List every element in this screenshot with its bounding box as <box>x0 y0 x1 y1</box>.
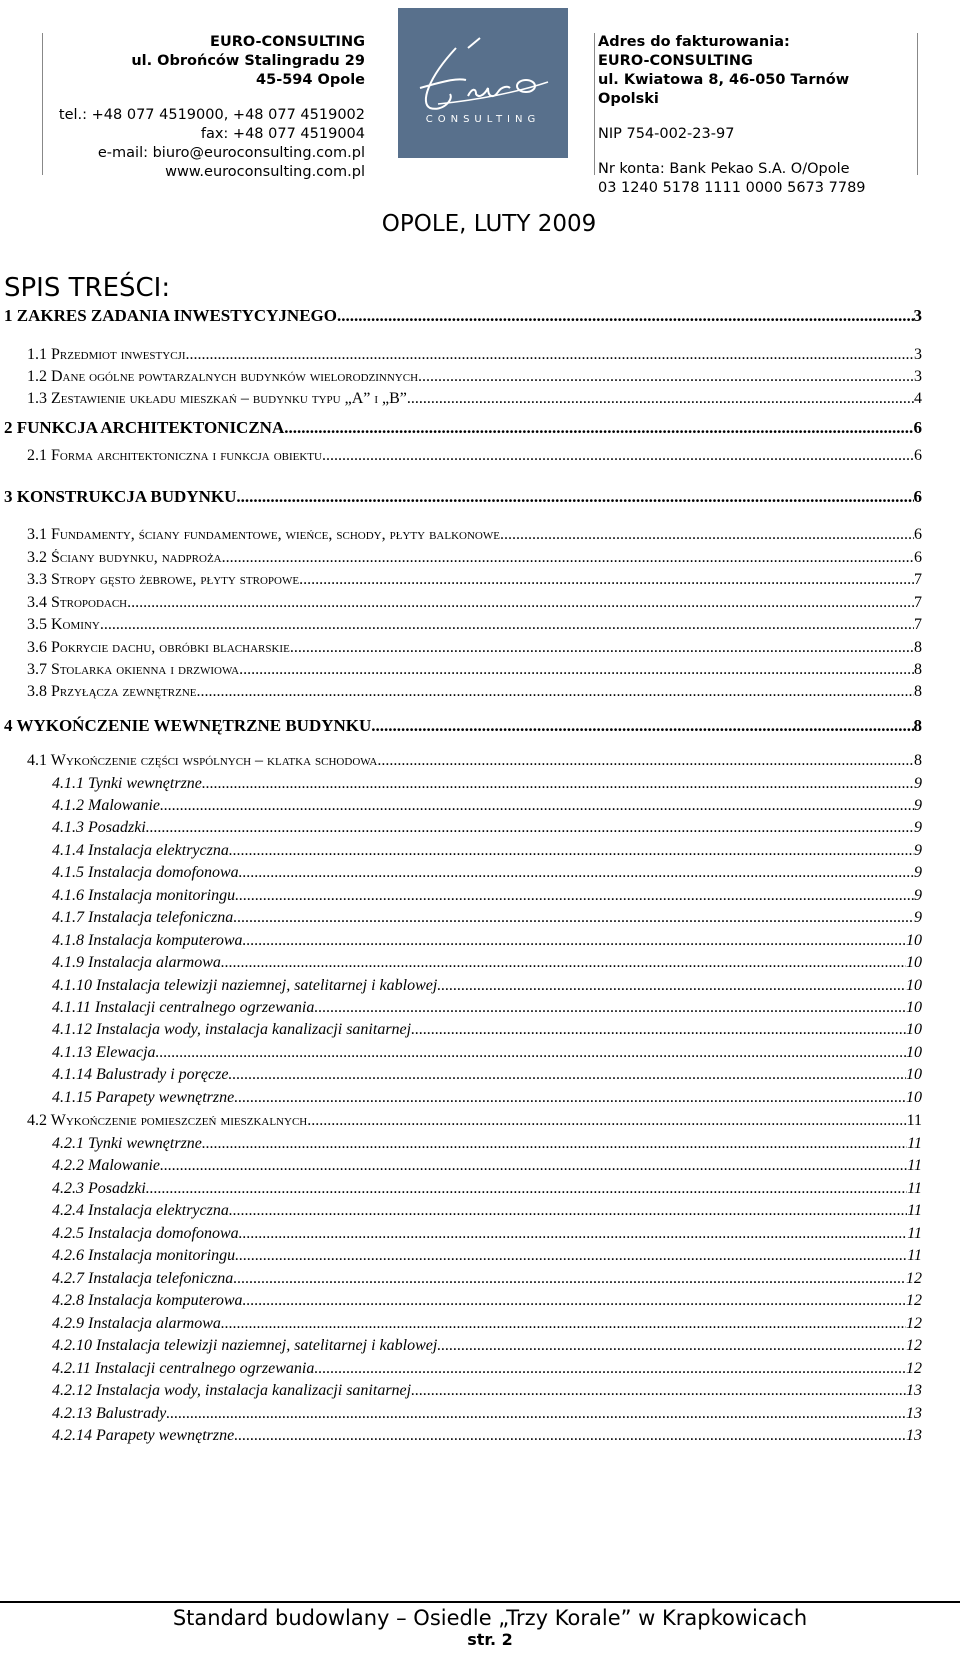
toc-dot-leader <box>371 716 913 736</box>
toc-entry-page: 11 <box>907 1202 922 1219</box>
toc-entry[interactable] <box>52 977 922 995</box>
invoice-street: ul. Kwiatowa 8, 46-050 Tarnów Opolski <box>598 72 850 107</box>
toc-entry[interactable] <box>52 1292 922 1310</box>
toc-entry-title: 4.2.12 Instalacja wody, instalacja kanalizacji sanitarnej <box>52 1382 412 1399</box>
toc-entry-title: 4.2.1 Tynki wewnętrzne <box>52 1135 202 1152</box>
toc-entry-page: 10 <box>906 1089 922 1106</box>
toc-entry-page: 10 <box>906 932 922 949</box>
toc-entry[interactable] <box>52 1202 922 1220</box>
toc-dot-leader <box>235 887 914 905</box>
toc-entry-page: 6 <box>913 418 922 437</box>
logo-wordmark-icon <box>398 8 568 158</box>
toc-dot-leader <box>156 1044 906 1062</box>
toc-entry-title: 3.1 Fundamenty, ściany fundamentowe, wieńce, schody, płyty balkonowe <box>27 526 500 543</box>
toc-dot-leader <box>337 306 914 326</box>
toc-entry-title: 4.2 Wykończenie pomieszczeń mieszkalnych <box>27 1112 308 1129</box>
logo-subtext: CONSULTING <box>425 114 541 125</box>
toc-entry-title: 4.2.13 Balustrady <box>52 1405 167 1422</box>
toc-entry[interactable] <box>27 390 922 408</box>
toc-entry[interactable] <box>52 819 922 837</box>
invoice-address-block <box>598 33 898 198</box>
toc-entry-title: 1 ZAKRES ZADANIA INWESTYCYJNEGO <box>4 306 337 325</box>
toc-dot-leader <box>437 977 906 995</box>
toc-dot-leader <box>127 594 914 612</box>
toc-entry-title: 2 FUNKCJA ARCHITEKTONICZNA <box>4 418 285 437</box>
toc-dot-leader <box>236 487 913 507</box>
toc-entry-page: 13 <box>906 1382 922 1399</box>
toc-entry-title: 1.3 Zestawienie układu mieszkań – budynku typu „A” i „B” <box>27 390 407 407</box>
toc-dot-leader <box>411 1382 906 1400</box>
toc-entry-page: 11 <box>907 1225 922 1242</box>
toc-entry[interactable] <box>27 683 922 701</box>
header-divider-far-right <box>917 33 918 175</box>
toc-entry-page: 9 <box>914 797 922 814</box>
toc-entry[interactable] <box>27 447 922 465</box>
toc-entry-title: 4.2.3 Posadzki <box>52 1180 146 1197</box>
toc-entry[interactable] <box>27 661 922 679</box>
toc-entry-page: 10 <box>906 977 922 994</box>
toc-entry[interactable] <box>52 1225 922 1243</box>
toc-entry-title: 3.3 Stropy gęsto żebrowe, płyty stropowe <box>27 571 300 588</box>
toc-entry[interactable] <box>27 594 922 612</box>
toc-dot-leader <box>100 616 914 634</box>
toc-entry-page: 11 <box>907 1180 922 1197</box>
invoice-nip: NIP 754-002-23-97 <box>598 126 735 142</box>
toc-entry[interactable] <box>52 932 922 950</box>
toc-entry[interactable] <box>52 1021 922 1039</box>
invoice-label: Adres do fakturowania: <box>598 34 790 50</box>
toc-entry-title: 4.1.9 Instalacja alarmowa <box>52 954 221 971</box>
toc-entry[interactable] <box>52 1405 922 1423</box>
sender-fax: fax: +48 077 4519004 <box>200 126 365 142</box>
toc-entry-title: 4.1.1 Tynki wewnętrzne <box>52 775 202 792</box>
toc-entry-page: 10 <box>906 999 922 1016</box>
dateline: OPOLE, LUTY 2009 <box>381 211 597 237</box>
toc-entry-page: 12 <box>906 1315 922 1332</box>
toc-entry-page: 8 <box>914 752 922 769</box>
toc-entry-page: 13 <box>906 1427 922 1444</box>
toc-dot-leader <box>243 932 907 950</box>
toc-entry-title: 4.1 Wykończenie części wspólnych – klatka schodowa <box>27 752 378 769</box>
toc-entry[interactable] <box>52 864 922 882</box>
toc-dot-leader <box>221 954 906 972</box>
toc-entry-title: 4.1.2 Malowanie <box>52 797 160 814</box>
toc-entry-title: 4 WYKOŃCZENIE WEWNĘTRZNE BUDYNKU <box>4 716 372 735</box>
toc-dot-leader <box>239 864 914 882</box>
toc-dot-leader <box>284 418 913 438</box>
toc-entry-page: 10 <box>906 1066 922 1083</box>
invoice-account-number: 03 1240 5178 1111 0000 5673 7789 <box>598 180 866 196</box>
toc-entry-page: 9 <box>914 775 922 792</box>
toc-dot-leader <box>407 390 914 408</box>
toc-entry-page: 8 <box>914 661 922 678</box>
invoice-account-label: Nr konta: Bank Pekao S.A. O/Opole <box>598 161 850 177</box>
toc-entry-title: 4.1.6 Instalacja monitoringu <box>52 887 236 904</box>
toc-entry-page: 12 <box>906 1270 922 1287</box>
toc-entry-title: 4.1.5 Instalacja domofonowa <box>52 864 239 881</box>
toc-entry-title: 4.2.4 Instalacja elektryczna <box>52 1202 229 1219</box>
toc-entry[interactable] <box>52 954 922 972</box>
toc-dot-leader <box>377 752 914 770</box>
toc-entry[interactable] <box>52 887 922 905</box>
toc-entry-page: 3 <box>914 346 922 363</box>
toc-dot-leader <box>299 571 914 589</box>
toc-entry[interactable] <box>52 1427 922 1445</box>
toc-entry-page: 8 <box>914 683 922 700</box>
toc-dot-leader <box>322 447 914 465</box>
sender-street: ul. Obrońców Stalingradu 29 <box>131 53 365 69</box>
toc-dot-leader <box>229 1202 907 1220</box>
toc-entry[interactable] <box>27 752 922 770</box>
toc-entry-title: 2.1 Forma architektoniczna i funkcja obiektu <box>27 447 322 464</box>
euro-consulting-logo <box>398 8 568 158</box>
sender-city: 45-594 Opole <box>256 72 365 88</box>
toc-entry-page: 11 <box>907 1247 922 1264</box>
toc-entry-title: 4.1.10 Instalacja telewizji naziemnej, satelitarnej i kablowej <box>52 977 438 994</box>
toc-dot-leader <box>234 1089 906 1107</box>
toc-entry-title: 4.2.10 Instalacja telewizji naziemnej, satelitarnej i kablowej <box>52 1337 438 1354</box>
toc-entry[interactable] <box>52 1180 922 1198</box>
toc-dot-leader <box>233 909 914 927</box>
toc-entry[interactable] <box>4 418 922 438</box>
toc-dot-leader <box>411 1021 906 1039</box>
toc-dot-leader <box>234 1427 906 1445</box>
toc-entry-title: 4.2.7 Instalacja telefoniczna <box>52 1270 234 1287</box>
toc-entry-page: 9 <box>914 887 922 904</box>
toc-dot-leader <box>146 819 914 837</box>
toc-dot-leader <box>166 1405 906 1423</box>
toc-entry-title: 3.5 Kominy <box>27 616 100 633</box>
toc-entry[interactable] <box>52 775 922 793</box>
toc-entry[interactable] <box>52 1247 922 1265</box>
toc-entry[interactable] <box>27 616 922 634</box>
sender-company: EURO-CONSULTING <box>210 34 365 50</box>
toc-entry[interactable] <box>52 842 922 860</box>
toc-entry-page: 4 <box>914 390 922 407</box>
toc-entry-title: 4.1.14 Balustrady i poręcze <box>52 1066 229 1083</box>
toc-entry[interactable] <box>52 1382 922 1400</box>
toc-dot-leader <box>160 1157 907 1175</box>
toc-entry-title: 4.2.5 Instalacja domofonowa <box>52 1225 239 1242</box>
toc-dot-leader <box>196 683 914 701</box>
toc-entry-title: 4.1.3 Posadzki <box>52 819 146 836</box>
toc-entry[interactable] <box>52 1270 922 1288</box>
toc-entry-page: 10 <box>906 1044 922 1061</box>
footer-page-number: str. 2 <box>467 1630 513 1649</box>
toc-dot-leader <box>239 661 914 679</box>
toc-entry-title: 4.2.11 Instalacji centralnego ogrzewania <box>52 1360 315 1377</box>
toc-heading: SPIS TREŚCI: <box>4 273 171 303</box>
toc-entry-title: 1.2 Dane ogólne powtarzalnych budynków wielorodzinnych <box>27 368 419 385</box>
toc-dot-leader <box>500 526 914 544</box>
toc-entry[interactable] <box>52 1089 922 1107</box>
toc-entry-title: 4.2.14 Parapety wewnętrzne <box>52 1427 235 1444</box>
toc-entry-page: 9 <box>914 909 922 926</box>
toc-dot-leader <box>235 1247 907 1265</box>
toc-entry[interactable] <box>27 639 922 657</box>
toc-entry[interactable] <box>52 1044 922 1062</box>
toc-dot-leader <box>314 1360 906 1378</box>
toc-entry-title: 4.1.12 Instalacja wody, instalacja kanalizacji sanitarnej <box>52 1021 412 1038</box>
toc-entry-page: 7 <box>914 571 922 588</box>
toc-dot-leader <box>222 549 914 567</box>
toc-entry[interactable] <box>27 549 922 567</box>
toc-entry-title: 4.1.8 Instalacja komputerowa <box>52 932 243 949</box>
toc-entry[interactable] <box>52 909 922 927</box>
toc-entry-page: 3 <box>913 306 922 325</box>
toc-entry[interactable] <box>52 1315 922 1333</box>
toc-entry-page: 7 <box>914 594 922 611</box>
toc-entry-title: 4.2.6 Instalacja monitoringu <box>52 1247 236 1264</box>
toc-entry-page: 9 <box>914 819 922 836</box>
toc-entry[interactable] <box>52 1157 922 1175</box>
toc-dot-leader <box>437 1337 906 1355</box>
toc-entry-title: 3.8 Przyłącza zewnętrzne <box>27 683 197 700</box>
toc-dot-leader <box>202 1135 907 1153</box>
toc-entry-title: 4.1.7 Instalacja telefoniczna <box>52 909 234 926</box>
toc-entry-page: 12 <box>906 1337 922 1354</box>
toc-entry-title: 3.2 Ściany budynku, nadproża <box>27 549 222 566</box>
toc-dot-leader <box>229 842 914 860</box>
toc-entry[interactable] <box>27 571 922 589</box>
toc-entry-page: 9 <box>914 864 922 881</box>
toc-entry-page: 6 <box>914 549 922 566</box>
toc-dot-leader <box>202 775 914 793</box>
toc-entry[interactable] <box>52 1135 922 1153</box>
toc-entry-page: 6 <box>914 447 922 464</box>
invoice-company: EURO-CONSULTING <box>598 53 753 69</box>
toc-entry-title: 3 KONSTRUKCJA BUDYNKU <box>4 487 237 506</box>
header-divider-right <box>594 33 595 175</box>
toc-dot-leader <box>307 1112 906 1130</box>
toc-entry-title: 1.1 Przedmiot inwestycji <box>27 346 186 363</box>
sender-address-block <box>40 33 365 182</box>
toc-entry[interactable] <box>4 716 922 736</box>
toc-entry[interactable] <box>27 1112 922 1130</box>
toc-dot-leader <box>314 999 906 1017</box>
toc-dot-leader <box>221 1315 906 1333</box>
toc-entry[interactable] <box>52 1066 922 1084</box>
toc-entry-page: 10 <box>906 1021 922 1038</box>
toc-entry-page: 11 <box>907 1157 922 1174</box>
toc-entry[interactable] <box>4 487 922 507</box>
toc-entry[interactable] <box>4 306 922 326</box>
toc-entry-title: 4.2.8 Instalacja komputerowa <box>52 1292 243 1309</box>
toc-entry-title: 3.4 Stropodach <box>27 594 128 611</box>
toc-entry-page: 11 <box>906 1112 922 1129</box>
toc-entry[interactable] <box>52 797 922 815</box>
toc-entry-page: 13 <box>906 1405 922 1422</box>
toc-entry[interactable] <box>27 346 922 364</box>
toc-dot-leader <box>160 797 914 815</box>
toc-entry-title: 4.2.2 Malowanie <box>52 1157 160 1174</box>
toc-entry-page: 12 <box>906 1360 922 1377</box>
sender-www: www.euroconsulting.com.pl <box>165 164 365 180</box>
toc-entry[interactable] <box>52 1360 922 1378</box>
toc-entry[interactable] <box>52 1337 922 1355</box>
toc-entry-page: 8 <box>914 639 922 656</box>
toc-entry-page: 6 <box>913 487 922 506</box>
toc-entry-page: 9 <box>914 842 922 859</box>
toc-dot-leader <box>243 1292 907 1310</box>
toc-dot-leader <box>239 1225 908 1243</box>
toc-entry-page: 3 <box>914 368 922 385</box>
toc-entry[interactable] <box>52 999 922 1017</box>
toc-entry-page: 8 <box>913 716 922 735</box>
toc-dot-leader <box>186 346 915 364</box>
toc-dot-leader <box>233 1270 906 1288</box>
toc-entry-title: 4.1.11 Instalacji centralnego ogrzewania <box>52 999 315 1016</box>
footer-title: Standard budowlany – Osiedle „Trzy Korale” w Krapkowicach <box>172 1606 808 1630</box>
toc-entry-title: 4.1.4 Instalacja elektryczna <box>52 842 229 859</box>
toc-entry[interactable] <box>27 526 922 544</box>
toc-entry-title: 4.1.15 Parapety wewnętrzne <box>52 1089 235 1106</box>
sender-tel: tel.: +48 077 4519000, +48 077 4519002 <box>58 107 365 123</box>
footer-rule <box>0 1601 960 1603</box>
toc-entry-page: 6 <box>914 526 922 543</box>
toc-entry-title: 3.7 Stolarka okienna i drzwiowa <box>27 661 240 678</box>
toc-entry-page: 7 <box>914 616 922 633</box>
toc-dot-leader <box>228 1066 906 1084</box>
toc-dot-leader <box>146 1180 907 1198</box>
toc-dot-leader <box>290 639 914 657</box>
toc-entry-page: 12 <box>906 1292 922 1309</box>
toc-dot-leader <box>418 368 914 386</box>
toc-entry-title: 4.2.9 Instalacja alarmowa <box>52 1315 221 1332</box>
sender-email: e-mail: biuro@euroconsulting.com.pl <box>97 145 365 161</box>
toc-entry-title: 4.1.13 Elewacja <box>52 1044 156 1061</box>
toc-entry-page: 10 <box>906 954 922 971</box>
toc-entry-page: 11 <box>907 1135 922 1152</box>
toc-entry[interactable] <box>27 368 922 386</box>
toc-entry-title: 3.6 Pokrycie dachu, obróbki blacharskie <box>27 639 290 656</box>
